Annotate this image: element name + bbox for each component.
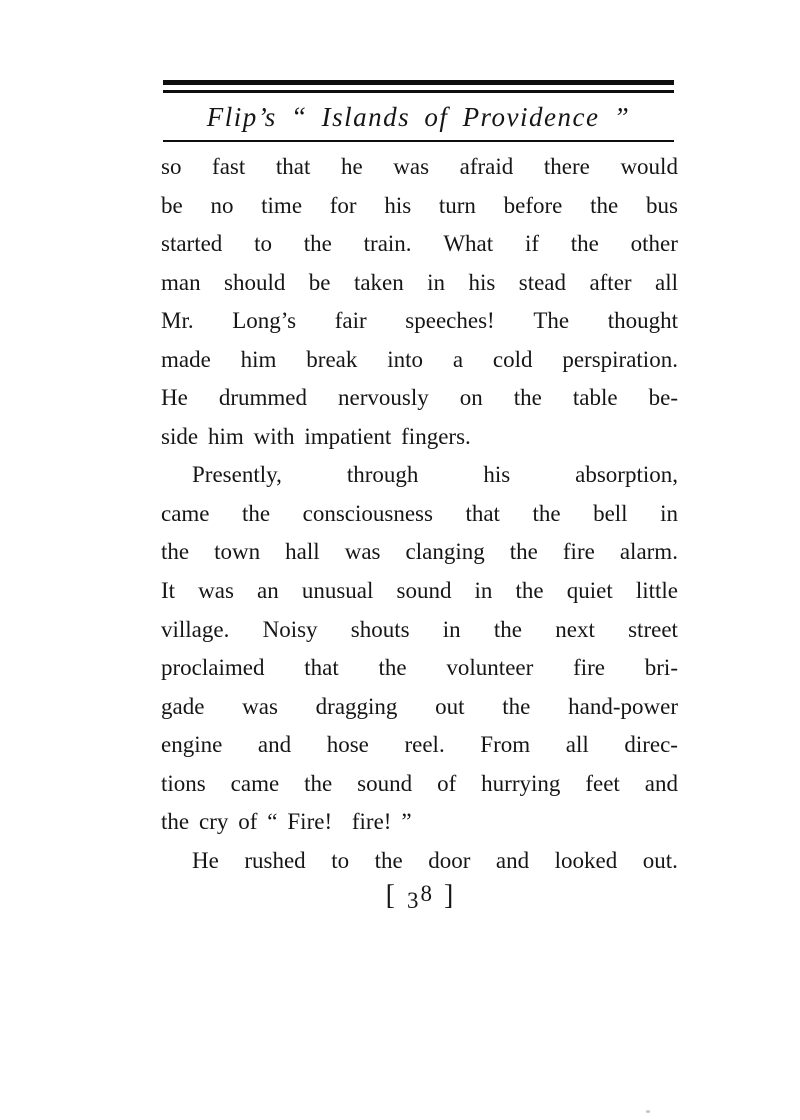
word: in (427, 269, 446, 295)
text-line: side him with impatient fingers. (161, 423, 471, 449)
word: if (524, 231, 539, 257)
word: the (509, 539, 538, 565)
word: the (303, 231, 332, 257)
word: taken (353, 269, 404, 295)
page-footer (161, 876, 678, 918)
word: speeches! (405, 308, 495, 334)
word: the (532, 500, 561, 526)
word: fire (573, 655, 605, 681)
word: feet (585, 770, 620, 796)
text-line (161, 533, 678, 572)
word: turn (438, 192, 476, 218)
text-line (161, 726, 678, 765)
word: quiet (566, 578, 613, 604)
word: the (378, 655, 407, 681)
word: the (304, 770, 333, 796)
folio-bracket-left: [ (385, 880, 395, 911)
word: out. (642, 847, 678, 873)
word: fast (212, 154, 246, 179)
word: village. (161, 616, 230, 642)
word: the (570, 231, 599, 257)
word: street (628, 616, 678, 642)
word: that (304, 655, 339, 681)
word: reel. (404, 732, 445, 758)
text-line (161, 688, 678, 727)
word: his (483, 462, 511, 488)
word: fair (334, 308, 367, 334)
word: that (275, 154, 311, 179)
word: all (655, 269, 678, 295)
word: hurrying (481, 770, 561, 796)
word: drummed (218, 385, 307, 411)
word: fire (562, 539, 595, 565)
word: alarm. (619, 539, 678, 565)
word: door (428, 847, 471, 873)
word: man (161, 269, 201, 295)
word: and (644, 770, 678, 796)
text-line (161, 611, 678, 650)
text-line (161, 842, 678, 881)
text-line (161, 148, 678, 187)
word: tions (161, 770, 206, 796)
word: and (257, 732, 292, 758)
word: consciousness (302, 500, 433, 526)
word: the (161, 539, 190, 565)
word: time (261, 192, 303, 218)
word: cold (492, 346, 533, 372)
word: the (374, 847, 403, 873)
word: the (502, 693, 531, 719)
word: and (495, 847, 530, 873)
text-line (161, 456, 678, 495)
word: his (384, 192, 412, 218)
word: was (198, 578, 234, 604)
word: Presently, (192, 462, 282, 488)
word: volunteer (446, 655, 534, 681)
text-line (161, 341, 678, 380)
word: proclaimed (161, 655, 265, 681)
word: was (242, 693, 278, 719)
word: on (459, 385, 483, 411)
text-line (161, 765, 678, 804)
word: thought (607, 308, 678, 334)
word: no (210, 192, 234, 218)
word: stead (518, 269, 567, 295)
word: was (344, 539, 381, 565)
word: absorption, (575, 462, 678, 488)
header-underline-rule (163, 140, 674, 142)
word: table (572, 385, 618, 411)
word: next (555, 616, 595, 642)
text-line (161, 379, 678, 418)
word: an (257, 578, 279, 604)
word: hose (326, 732, 369, 758)
word: bri- (644, 655, 678, 681)
word: for (329, 192, 357, 218)
word: be (308, 269, 331, 295)
word: nervously (338, 385, 429, 411)
word: his (468, 269, 496, 295)
text-line (161, 187, 678, 226)
word: into (387, 346, 423, 372)
scan-artifact-speck (646, 1110, 650, 1113)
word: hall (285, 539, 320, 565)
word: break (306, 346, 358, 372)
word: town (214, 539, 261, 565)
word: there (543, 154, 590, 179)
word: so (161, 154, 182, 179)
header-double-rule-thin (163, 90, 674, 93)
word: perspiration. (562, 346, 678, 372)
word: the (513, 385, 542, 411)
word: dragging (315, 693, 398, 719)
word: he (340, 154, 363, 179)
word: gade (161, 693, 205, 719)
word: would (620, 154, 678, 179)
word: in (474, 578, 493, 604)
text-line (161, 264, 678, 303)
word: clanging (405, 539, 485, 565)
word: out (435, 693, 465, 719)
text-line (161, 225, 678, 264)
word: a (452, 346, 464, 372)
word: engine (161, 732, 223, 758)
folio-digit-three: 3 (407, 888, 419, 913)
word: The (533, 308, 570, 334)
word: rushed (244, 847, 306, 873)
word: He (192, 847, 219, 873)
word: From (480, 732, 531, 758)
word: be- (648, 385, 678, 411)
word: the (515, 578, 544, 604)
word: other (630, 231, 678, 257)
word: It (161, 578, 176, 604)
word: bell (593, 500, 628, 526)
word: was (393, 154, 430, 179)
text-line (161, 649, 678, 688)
word: sound (396, 578, 452, 604)
word: sound (357, 770, 413, 796)
page-body (161, 148, 678, 880)
word: What (443, 231, 494, 257)
word: bus (645, 192, 678, 218)
word: him (240, 346, 277, 372)
word: the (242, 500, 271, 526)
word: in (660, 500, 678, 526)
word: the (590, 192, 619, 218)
word: be (161, 192, 183, 218)
word: started (161, 231, 223, 257)
text-line: the cry of “ Fire! fire! ” (161, 809, 412, 835)
word: little (635, 578, 678, 604)
word: looked (554, 847, 618, 873)
word: direc- (624, 732, 678, 758)
word: train. (363, 231, 412, 257)
word: the (493, 616, 523, 642)
word: shouts (350, 616, 410, 642)
word: Long’s (232, 308, 297, 334)
text-line (161, 495, 678, 534)
header-double-rule-thick (163, 80, 674, 85)
word: He (161, 385, 188, 411)
word: to (254, 231, 272, 257)
word: before (503, 192, 563, 218)
word: in (442, 616, 461, 642)
word: of (437, 770, 457, 796)
folio-digit-eight: 8 (420, 881, 432, 906)
word: should (224, 269, 286, 295)
word: that (465, 500, 500, 526)
running-title: Flip’s “ Islands of Providence ” (206, 102, 631, 132)
word: Noisy (262, 616, 318, 642)
word: through (346, 462, 419, 488)
word: after (589, 269, 632, 295)
folio-bracket-right: ] (444, 880, 454, 911)
word: unusual (301, 578, 374, 604)
word: afraid (459, 154, 514, 179)
word: came (230, 770, 280, 796)
word: came (161, 500, 210, 526)
word: to (331, 847, 350, 873)
word: Mr. (161, 308, 194, 334)
text-line (161, 572, 678, 611)
word: hand-power (568, 693, 678, 719)
word: made (161, 346, 211, 372)
word: all (565, 732, 589, 758)
text-line (161, 302, 678, 341)
